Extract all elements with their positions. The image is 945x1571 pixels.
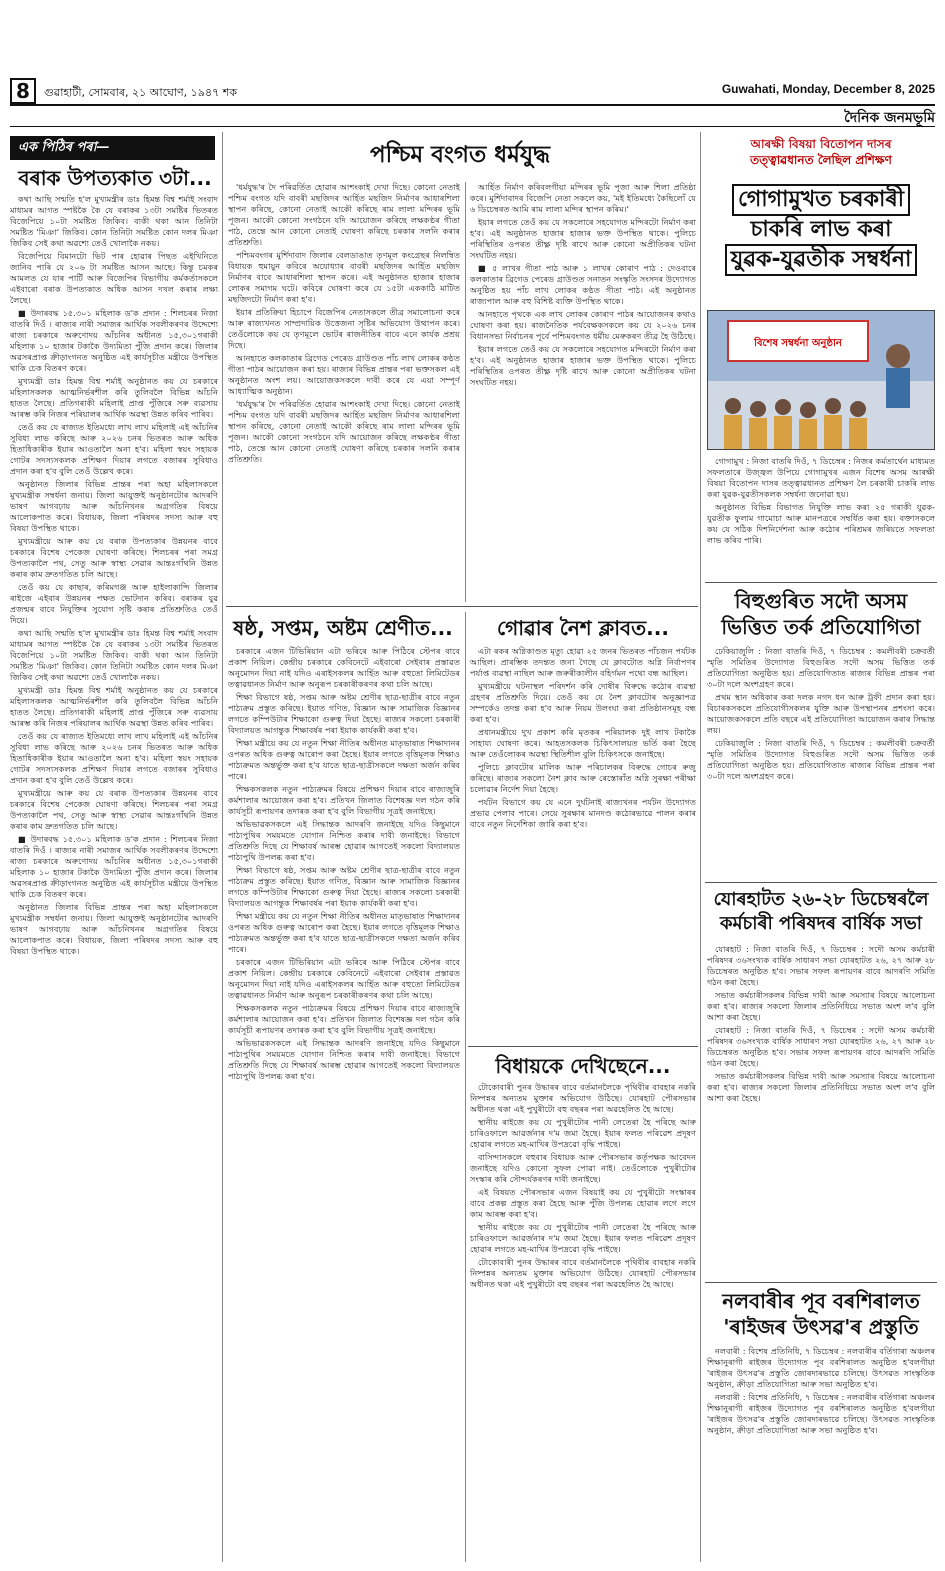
- paragraph: শিক্ষা বিভাগে ষষ্ঠ, সপ্তম আৰু অষ্টম শ্ৰেণীৰ ছাত্ৰ-ছাত্ৰীৰ বাবে নতুন পাঠ্যক্ৰম প্ৰস্তুত কৰিছে। ইয়াত গণিত, বিজ্ঞান আৰু সামাজিক বিজ্ঞানৰ লগতে কম্পিউটাৰ শিক্ষাকো গুৰুত্ব দিয়া হৈছে। ৰাজ্যৰ সকলো চৰকাৰী বিদ্যালয়ত আগন্তুক শিক্ষাবৰ্ষৰ পৰা ইয়াক কাৰ্যকৰী কৰা হ'ব।: [228, 865, 460, 908]
- paragraph: কথা আছি সন্মতি হ'ল মুখ্যমন্ত্ৰীৰ ডাঃ হিমন্ত বিশ্ব শৰ্মাই সংবাদ মাধ্যমৰ আগত স্পষ্টকৈ কৈ যে বৰাকৰ ১৩টা সমষ্টিৰ ভিতৰত বিজেপিয়ে ১০টা সমষ্টিত জিকিব। বাকী থকা আন তিনিটা সমষ্টিত 'মিঞা' জিকিব। কোন তিনিটা সমষ্টিত কোন দলৰ মিঞা জিকিব সেই কথা অৱশ্যে তেওঁ খোলাকৈ নকয়।: [10, 194, 218, 248]
- paragraph: ■ ৫ লাখৰ গীতা পাঠ আৰু ১ লাখৰ কোৰাণ পাঠ : দেওবাৰে কলকাতাৰ ব্ৰিগেড পেৰেড গ্ৰাউণ্ডত সনাতন সংস্কৃতি সংসদৰ উদ্যোগত অনুষ্ঠিত হয় পাঁচ লাখ লোকৰ কণ্ঠত গীতা পাঠ। এই অনুষ্ঠানত ৰাজ্যপাল আৰু বহু বিশিষ্ট ব্যক্তি উপস্থিত থাকে।: [470, 263, 696, 306]
- paragraph: পুলিচে ক্লাবটোৰ মালিক আৰু পৰিচালকৰ বিৰুদ্ধে গোচৰ ৰুজু কৰিছে। ৰাজ্যৰ সকলো নৈশ ক্লাব আৰু ৰেস্তোৰাঁত অগ্নি সুৰক্ষা পৰীক্ষা চলোৱাৰ নিৰ্দেশ দিয়া হৈছে।: [470, 762, 696, 794]
- paragraph: পশ্চিমবংগৰ মুৰ্শিদাবাদ জিলাৰ বেলডাঙাত তৃণমূল কংগ্ৰেছৰ নিলম্বিত বিধায়ক হুমায়ুন কবিৰে অযোধ্যাৰ বাবৰী মছজিদৰ আৰ্হিত মছজিদ নিৰ্মাণৰ বাবে আধাৰশিলা স্থাপন কৰে। এই অনুষ্ঠানত হাজাৰ হাজাৰ লোকৰ সমাগম ঘটে। কবিৰে ঘোষণা কৰে যে ১৫টা এককাঠি মাটিত মছজিদটো নিৰ্মাণ কৰা হ'ব।: [228, 250, 460, 304]
- paragraph: তেওঁ কয় যে ৰাজ্যত ইতিমধ্যে লাখ লাখ মহিলাই এই আঁচনিৰ সুবিধা লাভ কৰিছে আৰু ২০২৬ চনৰ ভিতৰত আৰু অধিক হিতাধিকাৰীক ইয়াৰ আওতালৈ অনা হ'ব। মহিলা স্বয়ং সহায়ক গোটৰ সদস্যসকলক প্ৰশিক্ষণ দিয়াৰ লগতে বজাৰৰ সুবিধাও প্ৰদান কৰা হ'ব বুলি তেওঁ উল্লেখ কৰে।: [10, 731, 218, 785]
- strap-line: আৰক্ষী বিষয়া বিতোপন দাসৰ: [750, 137, 892, 151]
- paragraph: এই বিষয়ত পৌৰসভাৰ এজন বিষয়াই কয় যে পুখুৰীটো সংস্কাৰৰ বাবে প্ৰকল্প প্ৰস্তুত কৰা হৈছে আৰু পুঁজি উপলব্ধ হোৱাৰ লগে লগে কাম আৰম্ভ কৰা হ'ব।: [470, 1187, 696, 1219]
- paragraph: যোৰহাট : নিজা বাতৰি দিওঁ, ৭ ডিচেম্বৰ : সদৌ অসম কৰ্মচাৰী পৰিষদৰ ৩৬সংখ্যক বাৰ্ষিক সাধাৰণ সভা যোৰহাটত ২৬, ২৭ আৰু ২৮ ডিচেম্বৰত অনুষ্ঠিত হ'ব। সভাৰ সফল ৰূপায়ণৰ বাবে আদৰণি সমিতি গঠন কৰা হৈছে।: [707, 1025, 935, 1068]
- paper-name: দৈনিক জনমভূমি: [844, 110, 935, 126]
- headline-line: চাকৰি লাভ কৰা: [750, 217, 892, 242]
- strap-line: তত্ত্বাৱধানত লৈছিল প্ৰশিক্ষণ: [750, 153, 892, 167]
- paragraph: প্ৰথম স্থান অধিকাৰ কৰা দলক নগদ ধন আৰু ট্ৰফী প্ৰদান কৰা হয়। বিচাৰকসকলে প্ৰতিযোগীসকলৰ যুক্তি আৰু উপস্থাপনৰ প্ৰশংসা কৰে। আয়োজকসকলে প্ৰতি বছৰে এই প্ৰতিযোগিতা আয়োজন কৰাৰ সিদ্ধান্ত লয়।: [707, 692, 935, 735]
- paragraph: ইয়াৰ প্ৰতিক্ৰিয়া হিচাপে বিজেপিৰ নেতাসকলে তীব্ৰ সমালোচনা কৰে আৰু ৰাজ্যখনত সাম্প্ৰদায়িক উত্তেজনা সৃষ্টিৰ অভিযোগ উত্থাপন কৰে। তেওঁলোকে কয় যে তৃণমূলে ভোটৰ ৰাজনীতিৰ বাবে এনে কাৰ্যক প্ৰশ্ৰয় দিছে।: [228, 307, 460, 350]
- section3-body: [470, 646, 696, 1041]
- paragraph: তেওঁ কয় যে কাছাৰ, কৰিমগঞ্জ আৰু হাইলাকান্দি জিলাৰ ৰাইজে এইবাৰ উন্নয়নৰ পক্ষত ভোটদান কৰিব। বৰাকৰ যুৱ প্ৰজন্মৰ বাবে নিযুক্তিৰ সুযোগ সৃষ্টি কৰাৰ প্ৰতিশ্ৰুতিও তেওঁ দিয়ে।: [10, 582, 218, 625]
- continued-kicker: এক পিঠিৰ পৰা—: [10, 136, 215, 160]
- paragraph: অনুষ্ঠানত জিলাৰ বিভিন্ন প্ৰান্তৰ পৰা অহা মহিলাসকলে মুখ্যমন্ত্ৰীক সম্বৰ্ধনা জনায়। জিলা আয়ুক্তই অনুষ্ঠানটোৰ আদৰণি ভাষণ আগবঢ়ায় আৰু আঁচনিখনৰ অগ্ৰগতিৰ বিষয়ে আলোকপাত কৰে। বিধায়ক, জিলা পৰিষদৰ সদস্য আৰু বহু বিষয়া উপস্থিত থাকে।: [10, 479, 218, 533]
- paragraph: আনহাতে কলকাতাৰ ব্ৰিগেড পেৰেড গ্ৰাউণ্ডত পাঁচ লাখ লোকৰ কণ্ঠত গীতা পাঠৰ আয়োজন কৰা হয়। ৰাজ্যৰ বিভিন্ন প্ৰান্তৰ পৰা ভক্তসকল এই অনুষ্ঠানত অংশ লয়। আয়োজকসকলে দাবী কৰে যে এয়া সম্পূৰ্ণ আধ্যাত্মিক অনুষ্ঠান।: [228, 353, 460, 396]
- paragraph: স্থানীয় ৰাইজে কয় যে পুখুৰীটোৰ পানী লেতেৰা হৈ পৰিছে আৰু চাৰিওফালে আৱৰ্জনাৰ দ'ম জমা হৈছে। ইয়াৰ ফলত পৰিৱেশ প্ৰদূষণ হোৱাৰ লগতে মহ-মাখিৰ উপদ্ৰৱো বৃদ্ধি পাইছে।: [470, 1222, 696, 1254]
- paragraph: পৰ্যটন বিভাগে কয় যে এনে দুৰ্ঘটনাই ৰাজ্যখনৰ পৰ্যটন উদ্যোগত প্ৰভাৱ পেলাব পাৰে। সেয়ে সুৰক্ষাৰ মানদণ্ড কঠোৰভাৱে পালন কৰাৰ বাবে নতুন নিৰ্দেশিকা জাৰি কৰা হ'ব।: [470, 797, 696, 829]
- paragraph: ইয়াৰ লগতে তেওঁ কয় যে সকলোৰে সহযোগত মন্দিৰটো নিৰ্মাণ কৰা হ'ব। এই অনুষ্ঠানত হাজাৰ হাজাৰ ভক্ত উপস্থিত থাকে। পুলিচে পৰিস্থিতিৰ ওপৰত তীক্ষ্ণ দৃষ্টি ৰাখে আৰু কোনো অপ্ৰীতিকৰ ঘটনা সংঘটিত নহয়।: [470, 217, 696, 260]
- paragraph: মুখ্যমন্ত্ৰীয়ে ঘটনাস্থল পৰিদৰ্শন কৰি দোষীৰ বিৰুদ্ধে কঠোৰ ব্যৱস্থা গ্ৰহণৰ প্ৰতিশ্ৰুতি দিয়ে। তেওঁ কয় যে নৈশ ক্লাবটোৰ অনুজ্ঞাপত্ৰ সম্পৰ্কেও তদন্ত কৰা হ'ব আৰু নিয়ম উলংঘা কৰা প্ৰতিষ্ঠানসমূহ বন্ধ কৰা হ'ব।: [470, 681, 696, 724]
- paragraph: ■ উদাৰবদ্ধ ১৫.৩০১ মহিলাক ড'ক প্ৰদান : শিলচৰৰ নিজা বাতৰি দিওঁ । ৰাজ্যৰ নাৰী সমাজৰ আৰ্থিক সবলীকৰণৰ উদ্দেশ্যে ৰাজ্য চৰকাৰে অৰুণোদয় আঁচনিৰ অধীনত ১৫,৩০১গৰাকী মহিলাক ১০ হাজাৰ টকাকৈ উদ্যমিতা পুঁজি প্ৰদান কৰে। জিলাৰ অৱসৰপ্ৰাপ্ত ক্ৰীড়াংগনত অনুষ্ঠিত এই কাৰ্যসূচীত মন্ত্ৰীয়ে উপস্থিত থাকি চেক বিতৰণ কৰে।: [10, 834, 218, 899]
- paragraph: আৰ্হিত নিৰ্মাণ কৰিবলগীয়া মন্দিৰৰ ভূমি পূজা আৰু শিলা প্ৰতিষ্ঠা কৰে। মুৰ্শিদাবাদৰ বিজেপি নেতা সকলে কয়, 'মই ইতিমধ্যে কৈছিলোঁ যে ৬ ডিচেম্বৰত আমি ৰাম লালা মন্দিৰ স্থাপন কৰিম।': [470, 182, 696, 214]
- paragraph: ঢেকিয়াজুলি : নিজা বাতৰি দিওঁ, ৭ ডিচেম্বৰ : কমলীবৰী চক্ৰবৰ্তী স্মৃতি সমিতিৰ উদ্যোগত বিহুগুৰিত সদৌ অসম ভিত্তিত তৰ্ক প্ৰতিযোগিতা অনুষ্ঠিত হয়। প্ৰতিযোগিতাত ৰাজ্যৰ বিভিন্ন প্ৰান্তৰ পৰা ৩০টা দলে অংশগ্ৰহণ কৰে।: [707, 738, 935, 781]
- event-photo: [707, 310, 935, 450]
- section-rule: [226, 606, 698, 607]
- paragraph: চৰকাৰে এজন টিভিৰিয়ান এটা ভৰিৰে আৰু পিঠিৰে স্টেপৰ বাবে প্ৰকাশ নিয়িল। কেন্দ্ৰীয় চৰকাৰে কেবিনেটে এইবাৰো সেইবাৰ প্ৰস্তাৱত অনুমোদন দিয়া নাই যদিও এৰাইসকলৰ আৰ্হিত আৰু বহুতো লিমিটেডৰ তত্বাৱধানত নিৰ্মাণ আৰু অনুৰূপ চৰকাৰীকৰণৰ কথা চলি আছে।: [228, 646, 460, 689]
- paragraph: শিক্ষকসকলক নতুন পাঠ্যক্ৰমৰ বিষয়ে প্ৰশিক্ষণ দিয়াৰ বাবে ৰাজ্যজুৰি কৰ্মশালাৰ আয়োজন কৰা হ'ব। প্ৰতিখন জিলাত বিশেষজ্ঞ দল গঠন কৰি কাৰ্যসূচী ৰূপায়ণৰ তদাৰক কৰা হ'ব বুলি বিভাগীয় সূত্ৰই জনাইছে।: [228, 784, 460, 816]
- main-article-col2: [470, 182, 696, 602]
- section3-headline: গোৱাৰ নৈশ ক্লাবত...: [497, 616, 669, 640]
- column-divider: [465, 612, 466, 1562]
- section-rule: [705, 582, 937, 583]
- right-headline-4: নলবাৰীৰ পূব বৰশিৰালত 'ৰাইজৰ উৎসৱ'ৰ প্ৰস্তুতি: [722, 1289, 920, 1339]
- paragraph: শিক্ষা বিভাগে ষষ্ঠ, সপ্তম আৰু অষ্টম শ্ৰেণীৰ ছাত্ৰ-ছাত্ৰীৰ বাবে নতুন পাঠ্যক্ৰম প্ৰস্তুত কৰিছে। ইয়াত গণিত, বিজ্ঞান আৰু সামাজিক বিজ্ঞানৰ লগতে কম্পিউটাৰ শিক্ষাকো গুৰুত্ব দিয়া হৈছে। ৰাজ্যৰ সকলো চৰকাৰী বিদ্যালয়ত আগন্তুক শিক্ষাবৰ্ষৰ পৰা ইয়াক কাৰ্যকৰী কৰা হ'ব।: [228, 692, 460, 735]
- column-divider: [222, 132, 223, 1562]
- section-rule: [468, 1046, 698, 1047]
- section4-headline: বিধায়কে দেখিছেনে...: [495, 1054, 671, 1078]
- event-photo-graphic: [708, 311, 935, 450]
- section-rule: [705, 882, 937, 883]
- photo-banner-text: বিশেষ সম্বৰ্ধনা অনুষ্ঠান: [754, 338, 842, 349]
- paragraph: নলবাৰী : বিশেষ প্ৰতিনিধি, ৭ ডিচেম্বৰ : নলবাৰীৰ বৰ্তিগাৰা অঞ্চলৰ শিক্ষানুৰাগী ৰাইজৰ উদ্যোগত পূব বৰশিৰালত অনুষ্ঠিত হ'বলগীয়া 'ৰাইজৰ উৎসৱ'ৰ প্ৰস্তুতি জোৰদাৰভাৱে চলিছে। উৎসৱত সাংস্কৃতিক অনুষ্ঠান, ক্ৰীড়া প্ৰতিযোগিতা আৰু সভা অনুষ্ঠিত হ'ব।: [707, 1346, 935, 1389]
- right-article4-body: [707, 1346, 935, 1556]
- header-rule-thin: [10, 126, 935, 127]
- main-headline: পশ্চিম বংগত ধৰ্মযুদ্ধ: [369, 142, 551, 168]
- paragraph: শিক্ষা মন্ত্ৰীয়ে কয় যে নতুন শিক্ষা নীতিৰ অধীনত মাতৃভাষাত শিক্ষাদানৰ ওপৰত অধিক গুৰুত্ব আৰোপ কৰা হৈছে। ইয়াৰ লগতে বৃত্তিমূলক শিক্ষাও পাঠ্যক্ৰমত অন্তৰ্ভুক্ত কৰা হ'ব যাতে ছাত্ৰ-ছাত্ৰীসকলে দক্ষতা অৰ্জন কৰিব পাৰে।: [228, 738, 460, 781]
- right-article2-body: [707, 646, 935, 876]
- paragraph: শিক্ষকসকলক নতুন পাঠ্যক্ৰমৰ বিষয়ে প্ৰশিক্ষণ দিয়াৰ বাবে ৰাজ্যজুৰি কৰ্মশালাৰ আয়োজন কৰা হ'ব। প্ৰতিখন জিলাত বিশেষজ্ঞ দল গঠন কৰি কাৰ্যসূচী ৰূপায়ণৰ তদাৰক কৰা হ'ব বুলি বিভাগীয় সূত্ৰই জনাইছে।: [228, 1003, 460, 1035]
- paragraph: বাসিন্দাসকলে বহুবাৰ বিধায়ক আৰু পৌৰসভাৰ কৰ্তৃপক্ষক আবেদন জনাইছে যদিও কোনো সুফল পোৱা নাই। তেওঁলোকে পুখুৰীটোৰ সংস্কাৰ কৰি সৌন্দৰ্যকৰণৰ দাবী জনাইছে।: [470, 1152, 696, 1184]
- paragraph: আনহাতে পৃথকে এক লাখ লোকৰ কোৰাণ পাঠৰ আয়োজনৰ কথাও ঘোষণা কৰা হয়। ৰাজনৈতিক পৰ্যবেক্ষকসকলে কয় যে ২০২৬ চনৰ বিধানসভা নিৰ্বাচনৰ পূৰ্বে পশ্চিমবংগত ধৰ্মীয় মেৰুকৰণ তীব্ৰ হৈ উঠিছে।: [470, 309, 696, 341]
- paragraph: চৰকাৰে এজন টিভিৰিয়ান এটা ভৰিৰে আৰু পিঠিৰে স্টেপৰ বাবে প্ৰকাশ নিয়িল। কেন্দ্ৰীয় চৰকাৰে কেবিনেটে এইবাৰো সেইবাৰ প্ৰস্তাৱত অনুমোদন দিয়া নাই যদিও এৰাইসকলৰ আৰ্হিত আৰু বহুতো লিমিটেডৰ তত্বাৱধানত নিৰ্মাণ আৰু অনুৰূপ চৰকাৰীকৰণৰ কথা চলি আছে।: [228, 957, 460, 1000]
- main-article-col1: [228, 182, 460, 602]
- paragraph: অনুষ্ঠানত জিলাৰ বিভিন্ন প্ৰান্তৰ পৰা অহা মহিলাসকলে মুখ্যমন্ত্ৰীক সম্বৰ্ধনা জনায়। জিলা আয়ুক্তই অনুষ্ঠানটোৰ আদৰণি ভাষণ আগবঢ়ায় আৰু আঁচনিখনৰ অগ্ৰগতিৰ বিষয়ে আলোকপাত কৰে। বিধায়ক, জিলা পৰিষদৰ সদস্য আৰু বহু বিষয়া উপস্থিত থাকে।: [10, 902, 218, 956]
- section4-body: [470, 1082, 696, 1556]
- left-article-body: [10, 194, 218, 1554]
- paragraph: এটা ৰকৰ অগ্নিকাণ্ডত মৃত্যু হোৱা ২৫ জনৰ ভিতৰত পাঁচজন পৰ্যটক আছিল। প্ৰাৰম্ভিক তদন্তত জনা গৈছে যে ক্লাবটোত অগ্নি নিৰ্বাপণৰ পৰ্যাপ্ত ব্যৱস্থা নাছিল আৰু জৰুৰীকালীন বহিৰ্গমন পথো বন্ধ আছিল।: [470, 646, 696, 678]
- date-english: Guwahati, Monday, December 8, 2025: [721, 82, 935, 96]
- paragraph: তেওঁ কয় যে ৰাজ্যত ইতিমধ্যে লাখ লাখ মহিলাই এই আঁচনিৰ সুবিধা লাভ কৰিছে আৰু ২০২৬ চনৰ ভিতৰত আৰু অধিক হিতাধিকাৰীক ইয়াৰ আওতালৈ অনা হ'ব। মহিলা স্বয়ং সহায়ক গোটৰ সদস্যসকলক প্ৰশিক্ষণ দিয়াৰ লগতে বজাৰৰ সুবিধাও প্ৰদান কৰা হ'ব বুলি তেওঁ উল্লেখ কৰে।: [10, 422, 218, 476]
- masthead: [0, 0, 945, 126]
- paragraph: টোকোবাৰী পুনৰ উদ্ধাৰৰ বাবে বৰ্তমানলৈকে পৃথিবীৰ বাবহাৰ নকৰি নিষ্পন্নৰ অন্যতম মুক্তাৰ অভিযোগ উঠিছে। যোৰহাট পৌৰসভাৰ অধীনত থকা এই পুখুৰীটো বহু বছৰৰ পৰা অৱহেলিত হৈ আছে।: [470, 1082, 696, 1114]
- section-rule: [705, 1282, 937, 1283]
- right-headline-3: যোৰহাটত ২৬-২৮ ডিচেম্বৰলৈ কৰ্মচাৰী পৰিষদৰ বাৰ্ষিক সভা: [713, 889, 929, 934]
- paragraph: মুখ্যমন্ত্ৰী ডাঃ হিমন্ত বিশ্ব শৰ্মাই অনুষ্ঠানত কয় যে চৰকাৰে মহিলাসকলক আত্মনিৰ্ভৰশীল কৰি তুলিবলৈ বিভিন্ন আঁচনি হাতত লৈছে। প্ৰতিগৰাকী মহিলাই প্ৰাপ্ত পুঁজিৰে সৰু ব্যৱসায় আৰম্ভ কৰি নিজৰ পৰিয়ালৰ আৰ্থিক অৱস্থা উন্নত কৰিব পাৰিব।: [10, 685, 218, 728]
- column-divider: [465, 182, 466, 602]
- paragraph: সভাত কৰ্মচাৰীসকলৰ বিভিন্ন দাবী আৰু সমস্যাৰ বিষয়ে আলোচনা কৰা হ'ব। ৰাজ্যৰ সকলো জিলাৰ প্ৰতিনিধিয়ে সভাত অংশ ল'ব বুলি আশা কৰা হৈছে।: [707, 1071, 935, 1103]
- paragraph: যোৰহাট : নিজা বাতৰি দিওঁ, ৭ ডিচেম্বৰ : সদৌ অসম কৰ্মচাৰী পৰিষদৰ ৩৬সংখ্যক বাৰ্ষিক সাধাৰণ সভা যোৰহাটত ২৬, ২৭ আৰু ২৮ ডিচেম্বৰত অনুষ্ঠিত হ'ব। সভাৰ সফল ৰূপায়ণৰ বাবে আদৰণি সমিতি গঠন কৰা হৈছে।: [707, 944, 935, 987]
- column-divider: [700, 132, 701, 1562]
- paragraph: অনুষ্ঠানত বিভিন্ন বিভাগত নিযুক্তি লাভ কৰা ২৫ গৰাকী যুৱক-যুৱতীক ফুলাম গামোচা আৰু মানপত্ৰৰে সম্বৰ্ধিত কৰা হয়। বক্তাসকলে কয় যে সঠিক দিশনিৰ্দেশনা আৰু কঠোৰ পৰিশ্ৰমৰ জৰিয়তে সফলতা লাভ কৰিব পাৰি।: [707, 502, 935, 545]
- paragraph: প্ৰধানমন্ত্ৰীয়ে দুখ প্ৰকাশ কৰি মৃতকৰ পৰিয়ালক দুই লাখ টকাকৈ সাহায্য ঘোষণা কৰে। আহতসকলক চিকিৎসালয়ত ভৰ্তি কৰা হৈছে আৰু তেওঁলোকৰ অৱস্থা স্থিতিশীল বুলি চিকিৎসকে জনাইছে।: [470, 727, 696, 759]
- headline-line: যুৱক-যুৱতীক সম্বৰ্ধনা: [725, 244, 918, 276]
- paragraph: মুখ্যমন্ত্ৰীয়ে আৰু কয় যে বৰাক উপত্যকাৰ উন্নয়নৰ বাবে চৰকাৰে বিশেষ পেকেজ ঘোষণা কৰিছে। শিলচৰৰ পৰা সমগ্ৰ উপত্যকালৈ পথ, সেতু আৰু স্বাস্থ্য সেৱাৰ আন্তঃগাঁথনি উন্নত কৰাৰ কাম দ্ৰুতগতিত চলি আছে।: [10, 536, 218, 579]
- paragraph: শিক্ষা মন্ত্ৰীয়ে কয় যে নতুন শিক্ষা নীতিৰ অধীনত মাতৃভাষাত শিক্ষাদানৰ ওপৰত অধিক গুৰুত্ব আৰোপ কৰা হৈছে। ইয়াৰ লগতে বৃত্তিমূলক শিক্ষাও পাঠ্যক্ৰমত অন্তৰ্ভুক্ত কৰা হ'ব যাতে ছাত্ৰ-ছাত্ৰীসকলে দক্ষতা অৰ্জন কৰিব পাৰে।: [228, 911, 460, 954]
- paragraph: মুখ্যমন্ত্ৰী ডাঃ হিমন্ত বিশ্ব শৰ্মাই অনুষ্ঠানত কয় যে চৰকাৰে মহিলাসকলক আত্মনিৰ্ভৰশীল কৰি তুলিবলৈ বিভিন্ন আঁচনি হাতত লৈছে। প্ৰতিগৰাকী মহিলাই প্ৰাপ্ত পুঁজিৰে সৰু ব্যৱসায় আৰম্ভ কৰি নিজৰ পৰিয়ালৰ আৰ্থিক অৱস্থা উন্নত কৰিব পাৰিব।: [10, 376, 218, 419]
- date-assamese: গুৱাহাটী, সোমবাৰ, ২১ আঘোণ, ১৯৪৭ শক: [44, 86, 237, 99]
- paragraph: মুখ্যমন্ত্ৰীয়ে আৰু কয় যে বৰাক উপত্যকাৰ উন্নয়নৰ বাবে চৰকাৰে বিশেষ পেকেজ ঘোষণা কৰিছে। শিলচৰৰ পৰা সমগ্ৰ উপত্যকালৈ পথ, সেতু আৰু স্বাস্থ্য সেৱাৰ আন্তঃগাঁথনি উন্নত কৰাৰ কাম দ্ৰুতগতিত চলি আছে।: [10, 788, 218, 831]
- section2-headline: ষষ্ঠ, সপ্তম, অষ্টম শ্ৰেণীত...: [233, 616, 453, 640]
- right-strapline: [707, 136, 935, 182]
- left-headline: বৰাক উপত্যকাত ৩টা...: [18, 166, 212, 190]
- paragraph: 'ধৰ্মযুদ্ধ'ৰ দৈ পৰিৱৰ্তিত হোৱাৰ আশংকাই দেখা দিছে। কোনো নেতাই পশ্চিম বংগত যদি বাবৰী মছজিদৰ আৰ্হিত মছজিদ নিৰ্মাণৰ আধাৰশিলা স্থাপন কৰিছে, কোনো নেতাই আকৌ কৰিছে ৰাম লালা মন্দিৰৰ ভূমি পূজন। আকৌ কোনো সংগঠনে যদি আয়োজন কৰিছে লক্ষকণ্ঠৰ গীতা পাঠ, তেন্তে আন কোনো নেতাই ঘোষণা কৰিছে চৰকাৰ সলনি কৰাৰ প্ৰতিশ্ৰুতি।: [228, 182, 460, 247]
- right-article1-body: [707, 456, 935, 576]
- paragraph: সভাত কৰ্মচাৰীসকলৰ বিভিন্ন দাবী আৰু সমস্যাৰ বিষয়ে আলোচনা কৰা হ'ব। ৰাজ্যৰ সকলো জিলাৰ প্ৰতিনিধিয়ে সভাত অংশ ল'ব বুলি আশা কৰা হৈছে।: [707, 990, 935, 1022]
- paragraph: গোগামুখ : নিজা বাতৰি দিওঁ, ৭ ডিচেম্বৰ : নিজৰ কৰ্মতাৰ্থেন মাধ্যমত সফলতাৰে উজ্জ্বল উপিয়ে গোগামুখৰ এজন বিশেষ অসম আৰক্ষী বিষয়া বিতোপন দাসৰ তত্ত্বাৱধানত প্ৰশিক্ষণ লৈ চৰকাৰী চাকৰি লাভ কৰা যুৱক-যুৱতীসকলক সম্বৰ্ধনা জনোৱা হয়।: [707, 456, 935, 499]
- paragraph: ঢেকিয়াজুলি : নিজা বাতৰি দিওঁ, ৭ ডিচেম্বৰ : কমলীবৰী চক্ৰবৰ্তী স্মৃতি সমিতিৰ উদ্যোগত বিহুগুৰিত সদৌ অসম ভিত্তিত তৰ্ক প্ৰতিযোগিতা অনুষ্ঠিত হয়। প্ৰতিযোগিতাত ৰাজ্যৰ বিভিন্ন প্ৰান্তৰ পৰা ৩০টা দলে অংশগ্ৰহণ কৰে।: [707, 646, 935, 689]
- paragraph: 'ধৰ্মযুদ্ধ'ৰ দৈ পৰিৱৰ্তিত হোৱাৰ আশংকাই দেখা দিছে। কোনো নেতাই পশ্চিম বংগত যদি বাবৰী মছজিদৰ আৰ্হিত মছজিদ নিৰ্মাণৰ আধাৰশিলা স্থাপন কৰিছে, কোনো নেতাই আকৌ কৰিছে ৰাম লালা মন্দিৰৰ ভূমি পূজন। আকৌ কোনো সংগঠনে যদি আয়োজন কৰিছে লক্ষকণ্ঠৰ গীতা পাঠ, তেন্তে আন কোনো নেতাই ঘোষণা কৰিছে চৰকাৰ সলনি কৰাৰ প্ৰতিশ্ৰুতি।: [228, 399, 460, 464]
- right-article3-body: [707, 944, 935, 1274]
- paragraph: ■ উদাৰবদ্ধ ১৫.৩০১ মহিলাক ড'ক প্ৰদান : শিলচৰৰ নিজা বাতৰি দিওঁ । ৰাজ্যৰ নাৰী সমাজৰ আৰ্থিক সবলীকৰণৰ উদ্দেশ্যে ৰাজ্য চৰকাৰে অৰুণোদয় আঁচনিৰ অধীনত ১৫,৩০১গৰাকী মহিলাক ১০ হাজাৰ টকাকৈ উদ্যমিতা পুঁজি প্ৰদান কৰে। জিলাৰ অৱসৰপ্ৰাপ্ত ক্ৰীড়াংগনত অনুষ্ঠিত এই কাৰ্যসূচীত মন্ত্ৰীয়ে উপস্থিত থাকি চেক বিতৰণ কৰে।: [10, 308, 218, 373]
- paragraph: অভিভাৱকসকলে এই সিদ্ধান্তক আদৰণি জনাইছে যদিও কিছুমানে পাঠ্যপুথিৰ সময়মতে যোগান নিশ্চিত কৰাৰ দাবী জনাইছে। বিভাগে প্ৰতিশ্ৰুতি দিছে যে শিক্ষাবৰ্ষ আৰম্ভ হোৱাৰ আগতেই সকলো বিদ্যালয়ত পাঠ্যপুথি উপলব্ধ কৰা হ'ব।: [228, 819, 460, 862]
- paragraph: বিজেপিয়ে বিমানটো ভিট পাৰ হোৱাৰ পিছত এইখিনিতে জানিব পাৰি যে ২০৬ টা সমষ্টিত আসন আছে। কিন্তু চমকৰ আমলত যে যাৰ পাৰ্টি আৰু বিজেপিৰ বিভাগীয় কৰ্মকৰ্তাসকলে এইবাৰো বৰাক উপত্যকাত অধিক আসন দখল কৰাৰ লক্ষ্য লৈছে।: [10, 251, 218, 305]
- right-headline: [707, 184, 935, 276]
- paragraph: টোকোবাৰী পুনৰ উদ্ধাৰৰ বাবে বৰ্তমানলৈকে পৃথিবীৰ বাবহাৰ নকৰি নিষ্পন্নৰ অন্যতম মুক্তাৰ অভিযোগ উঠিছে। যোৰহাট পৌৰসভাৰ অধীনত থকা এই পুখুৰীটো বহু বছৰৰ পৰা অৱহেলিত হৈ আছে।: [470, 1257, 696, 1289]
- paragraph: নলবাৰী : বিশেষ প্ৰতিনিধি, ৭ ডিচেম্বৰ : নলবাৰীৰ বৰ্তিগাৰা অঞ্চলৰ শিক্ষানুৰাগী ৰাইজৰ উদ্যোগত পূব বৰশিৰালত অনুষ্ঠিত হ'বলগীয়া 'ৰাইজৰ উৎসৱ'ৰ প্ৰস্তুতি জোৰদাৰভাৱে চলিছে। উৎসৱত সাংস্কৃতিক অনুষ্ঠান, ক্ৰীড়া প্ৰতিযোগিতা আৰু সভা অনুষ্ঠিত হ'ব।: [707, 1392, 935, 1435]
- right-headline-2: বিহুগুৰিত সদৌ অসম ভিত্তিত তৰ্ক প্ৰতিযোগিতা: [721, 589, 921, 639]
- paragraph: অভিভাৱকসকলে এই সিদ্ধান্তক আদৰণি জনাইছে যদিও কিছুমানে পাঠ্যপুথিৰ সময়মতে যোগান নিশ্চিত কৰাৰ দাবী জনাইছে। বিভাগে প্ৰতিশ্ৰুতি দিছে যে শিক্ষাবৰ্ষ আৰম্ভ হোৱাৰ আগতেই সকলো বিদ্যালয়ত পাঠ্যপুথি উপলব্ধ কৰা হ'ব।: [228, 1038, 460, 1081]
- paragraph: স্থানীয় ৰাইজে কয় যে পুখুৰীটোৰ পানী লেতেৰা হৈ পৰিছে আৰু চাৰিওফালে আৱৰ্জনাৰ দ'ম জমা হৈছে। ইয়াৰ ফলত পৰিৱেশ প্ৰদূষণ হোৱাৰ লগতে মহ-মাখিৰ উপদ্ৰৱো বৃদ্ধি পাইছে।: [470, 1117, 696, 1149]
- section2-body: [228, 646, 460, 1556]
- header-rule: [10, 104, 935, 106]
- paragraph: কথা আছি সন্মতি হ'ল মুখ্যমন্ত্ৰীৰ ডাঃ হিমন্ত বিশ্ব শৰ্মাই সংবাদ মাধ্যমৰ আগত স্পষ্টকৈ কৈ যে বৰাকৰ ১৩টা সমষ্টিৰ ভিতৰত বিজেপিয়ে ১০টা সমষ্টিত জিকিব। বাকী থকা আন তিনিটা সমষ্টিত 'মিঞা' জিকিব। কোন তিনিটা সমষ্টিত কোন দলৰ মিঞা জিকিব সেই কথা অৱশ্যে তেওঁ খোলাকৈ নকয়।: [10, 628, 218, 682]
- page-number: 8: [10, 78, 36, 104]
- headline-line: গোগামুখত চৰকাৰী: [732, 184, 910, 216]
- paragraph: ইয়াৰ লগতে তেওঁ কয় যে সকলোৰে সহযোগত মন্দিৰটো নিৰ্মাণ কৰা হ'ব। এই অনুষ্ঠানত হাজাৰ হাজাৰ ভক্ত উপস্থিত থাকে। পুলিচে পৰিস্থিতিৰ ওপৰত তীক্ষ্ণ দৃষ্টি ৰাখে আৰু কোনো অপ্ৰীতিকৰ ঘটনা সংঘটিত নহয়।: [470, 344, 696, 387]
